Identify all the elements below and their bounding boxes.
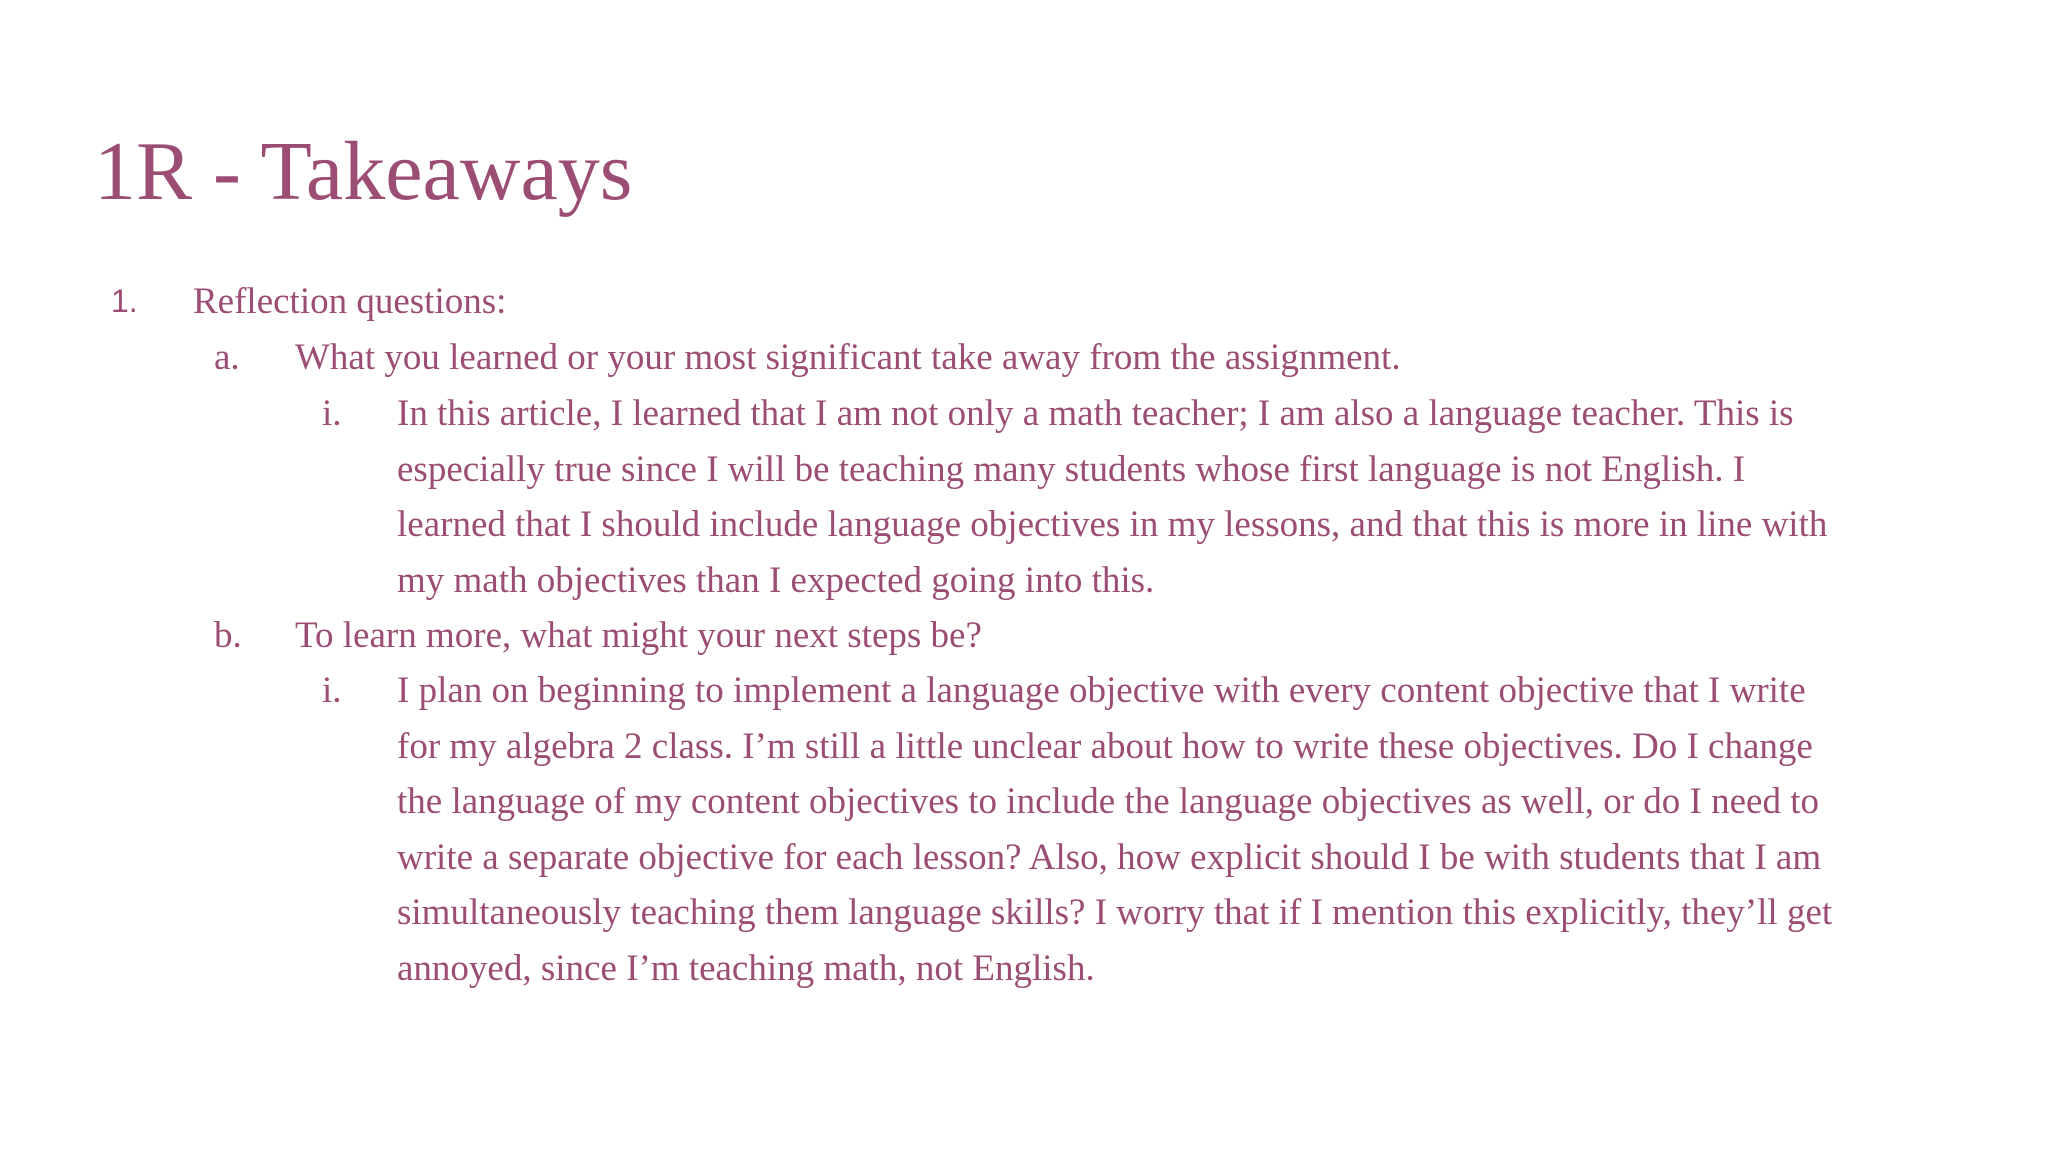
- answer-line: In this article, I learned that I am not only a math teacher; I am also a language teacher. This is: [397, 393, 1794, 434]
- question-text: To learn more, what might your next steps be?: [295, 615, 982, 656]
- answer-line: for my algebra 2 class. I’m still a little unclear about how to write these objectives. Do I change: [397, 725, 1813, 767]
- answer-marker: i.: [322, 393, 342, 434]
- answer-paragraph: [397, 663, 1917, 997]
- answer-line: my math objectives than I expected going into this.: [397, 559, 1155, 601]
- answer-paragraph: [397, 386, 1917, 608]
- question-marker: a.: [214, 337, 240, 378]
- answer-line: I plan on beginning to implement a language objective with every content objective that I write: [397, 670, 1806, 711]
- answer-marker: i.: [322, 670, 342, 711]
- answer-line: simultaneously teaching them language skills? I worry that if I mention this explicitly, they’ll get: [397, 892, 1833, 934]
- question-marker: b.: [214, 615, 242, 656]
- list-marker: 1.: [111, 283, 138, 319]
- question-text: What you learned or your most significant take away from the assignment.: [295, 337, 1401, 378]
- slide-title: 1R - Takeaways: [94, 125, 633, 218]
- answer-line: annoyed, since I’m teaching math, not English.: [397, 947, 1095, 989]
- answer-line: especially true since I will be teaching many students whose first language is not English. I: [397, 448, 1746, 490]
- list-item-label: Reflection questions:: [193, 281, 507, 322]
- answer-line: write a separate objective for each lesson? Also, how explicit should I be with students that I am: [397, 836, 1822, 878]
- answer-line: the language of my content objectives to include the language objectives as well, or do I need to: [397, 781, 1819, 823]
- answer-line: learned that I should include language objectives in my lessons, and that this is more in line with: [397, 504, 1828, 546]
